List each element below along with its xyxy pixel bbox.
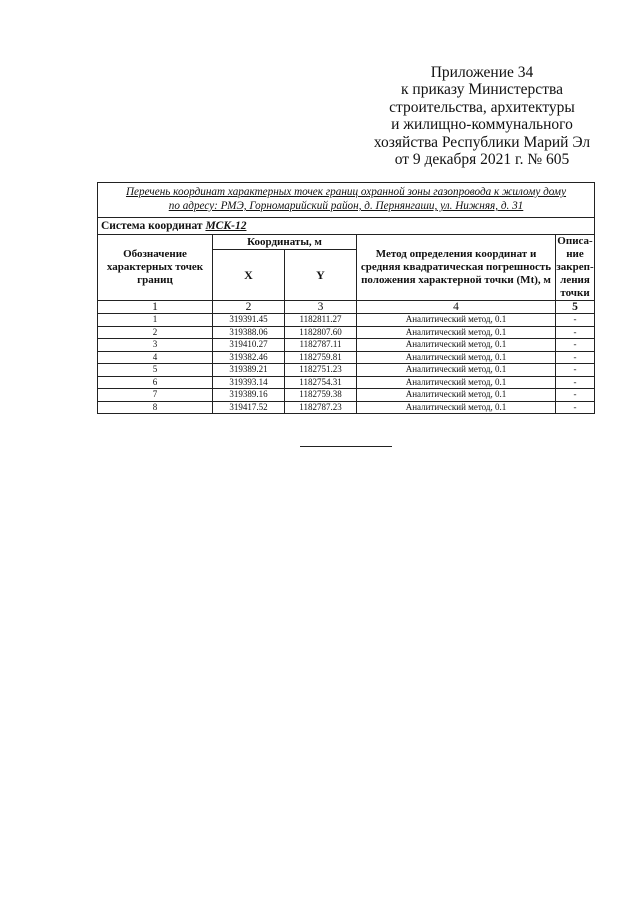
table-row [98, 364, 595, 377]
caption-line: Перечень координат характерных точек границ охранной зоны газопровода к жилому дому [125, 186, 567, 198]
method: Аналитический метод, 0.1 [357, 376, 556, 389]
caption-line: по адресу: РМЭ, Горномарийский район, д. Пернянгаши, ул. Нижняя, д. 31 [168, 200, 524, 212]
x-coordinate: 319410.27 [213, 339, 285, 352]
column-header-method: Метод определения координат и средняя квадратическая погрешность положения характерной точки (Mt), м [357, 235, 556, 301]
method: Аналитический метод, 0.1 [357, 364, 556, 377]
x-coordinate: 319389.16 [213, 389, 285, 402]
column-number: 5 [556, 301, 595, 314]
coordinate-system-label: Система координат [101, 220, 206, 232]
table-row [98, 326, 595, 339]
x-coordinate: 319393.14 [213, 376, 285, 389]
column-header-x: X [213, 250, 285, 301]
x-coordinate: 319382.46 [213, 351, 285, 364]
fixing-description: - [556, 364, 595, 377]
table-row [98, 351, 595, 364]
point-id: 3 [98, 339, 213, 352]
y-coordinate: 1182754.31 [285, 376, 357, 389]
end-separator-line [300, 446, 392, 447]
point-id: 5 [98, 364, 213, 377]
column-header-description: Описа-ние закреп-ления точки [556, 235, 594, 299]
y-coordinate: 1182787.11 [285, 339, 357, 352]
fixing-description: - [556, 401, 595, 414]
fixing-description: - [556, 351, 595, 364]
table-row [98, 314, 595, 327]
x-coordinate: 319417.52 [213, 401, 285, 414]
column-number-row [98, 301, 595, 314]
column-header-coordinates: Координаты, м [213, 235, 357, 250]
coordinates-table [97, 182, 595, 414]
header-line: Приложение 34 [430, 64, 534, 81]
y-coordinate: 1182787.23 [285, 401, 357, 414]
header-line: и жилищно-коммунального [391, 116, 573, 134]
x-coordinate: 319389.21 [213, 364, 285, 377]
point-id: 1 [98, 314, 213, 327]
fixing-description: - [556, 326, 595, 339]
method: Аналитический метод, 0.1 [357, 314, 556, 327]
header-line: от 9 декабря 2021 г. № 605 [394, 151, 570, 169]
column-number: 2 [213, 301, 285, 314]
table-row [98, 376, 595, 389]
fixing-description: - [556, 376, 595, 389]
column-header-y: Y [285, 250, 357, 301]
coordinate-system-name: МСК-12 [205, 220, 247, 232]
y-coordinate: 1182751.23 [285, 364, 357, 377]
method: Аналитический метод, 0.1 [357, 389, 556, 402]
y-coordinate: 1182811.27 [285, 314, 357, 327]
method: Аналитический метод, 0.1 [357, 326, 556, 339]
method: Аналитический метод, 0.1 [357, 351, 556, 364]
table-row [98, 339, 595, 352]
y-coordinate: 1182759.38 [285, 389, 357, 402]
y-coordinate: 1182807.60 [285, 326, 357, 339]
x-coordinate: 319388.06 [213, 326, 285, 339]
fixing-description: - [556, 389, 595, 402]
method: Аналитический метод, 0.1 [357, 401, 556, 414]
point-id: 2 [98, 326, 213, 339]
header-line: хозяйства Республики Марий Эл [373, 133, 591, 151]
column-number: 1 [98, 301, 213, 314]
header-line: строительства, архитектуры [389, 98, 575, 116]
column-header-designation: Обозначение характерных точек границ [98, 235, 213, 301]
fixing-description: - [556, 339, 595, 352]
appendix-header [352, 64, 612, 168]
column-number: 4 [357, 301, 556, 314]
column-number: 3 [285, 301, 357, 314]
point-id: 6 [98, 376, 213, 389]
point-id: 7 [98, 389, 213, 402]
fixing-description: - [556, 314, 595, 327]
x-coordinate: 319391.45 [213, 314, 285, 327]
header-line: к приказу Министерства [401, 81, 563, 99]
y-coordinate: 1182759.81 [285, 351, 357, 364]
table-row [98, 401, 595, 414]
point-id: 8 [98, 401, 213, 414]
point-id: 4 [98, 351, 213, 364]
table-caption [98, 183, 595, 218]
table-row [98, 389, 595, 402]
method: Аналитический метод, 0.1 [357, 339, 556, 352]
coordinate-system [98, 218, 595, 235]
